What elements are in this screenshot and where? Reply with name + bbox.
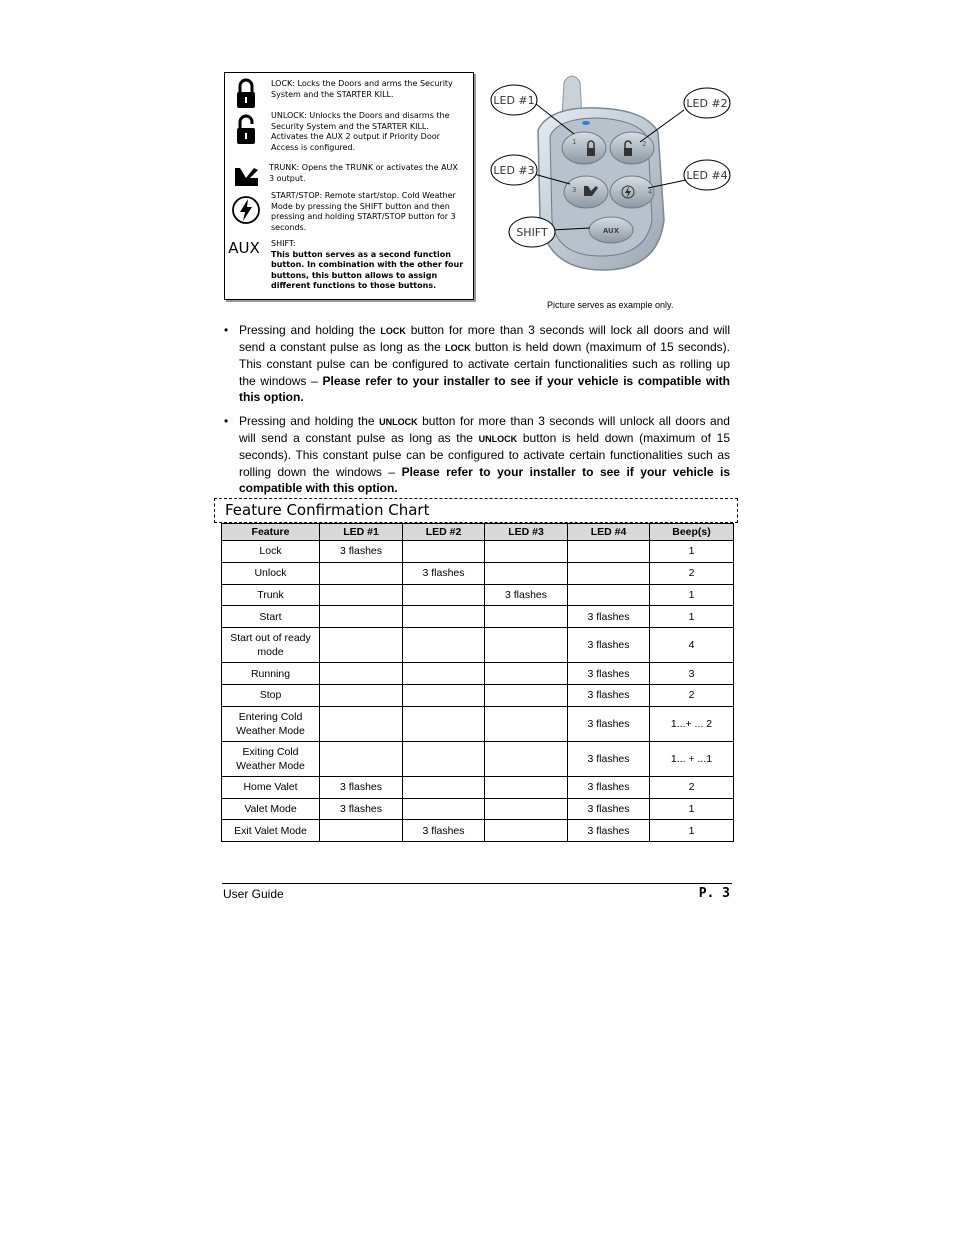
keyword-unlock: UNLOCK — [478, 434, 518, 445]
value-cell — [485, 820, 568, 842]
unlock-icon — [231, 113, 261, 147]
value-cell: 1 — [650, 541, 734, 563]
lightning-icon — [231, 193, 261, 227]
value-cell: 3 flashes — [568, 798, 650, 820]
value-cell: 1...+ ... 2 — [650, 706, 734, 741]
table-row — [222, 541, 734, 563]
feature-cell: Exit Valet Mode — [222, 820, 320, 842]
trunk-icon — [231, 161, 261, 195]
column-header: Feature — [222, 524, 320, 541]
table-row — [222, 684, 734, 706]
shift-label: SHIFT — [516, 226, 548, 239]
value-cell — [485, 798, 568, 820]
legend-text: This button serves as a second function button. In combination with the other four buttons, this button allows to assign different functions to those buttons. — [271, 249, 464, 290]
value-cell — [485, 562, 568, 584]
value-cell — [320, 562, 403, 584]
feature-cell: Start — [222, 606, 320, 628]
text-run: button is held down (maximum of 15 seconds). This constant pulse can be configured to activate certain functionalities such as rolling down the windows – — [239, 431, 730, 479]
lock-icon — [231, 77, 261, 111]
text-run: button for more than 3 seconds will unlock all doors and will send a constant pulse as long as the — [239, 414, 730, 446]
footer-title: User Guide — [223, 887, 284, 901]
bullet-unlock-pulse — [224, 413, 730, 496]
bullet-text — [239, 322, 730, 405]
value-cell — [485, 706, 568, 741]
value-cell: 3 flashes — [568, 776, 650, 798]
value-cell: 3 flashes — [320, 541, 403, 563]
value-cell: 2 — [650, 562, 734, 584]
feature-cell: Stop — [222, 684, 320, 706]
button-number: 1 — [572, 138, 577, 146]
value-cell — [485, 684, 568, 706]
value-cell: 1 — [650, 798, 734, 820]
remote-control-image — [488, 70, 733, 275]
table-row — [222, 584, 734, 606]
led3-label: LED #3 — [493, 164, 535, 177]
text-run: Pressing and holding the — [239, 414, 380, 428]
button-aux[interactable] — [589, 217, 633, 243]
value-cell — [403, 776, 485, 798]
value-cell — [320, 628, 403, 663]
button-number: 4 — [648, 188, 653, 196]
legend-label: TRUNK: — [269, 163, 300, 172]
value-cell: 3 flashes — [485, 584, 568, 606]
bullet-lock-pulse — [224, 322, 730, 405]
table-row — [222, 741, 734, 776]
feature-cell: Running — [222, 663, 320, 685]
feature-cell: Exiting Cold Weather Mode — [222, 741, 320, 776]
shift-callout — [509, 217, 555, 247]
led1-label: LED #1 — [493, 94, 535, 107]
led2-label: LED #2 — [686, 97, 728, 110]
value-cell — [485, 776, 568, 798]
table-row — [222, 820, 734, 842]
feature-cell: Unlock — [222, 562, 320, 584]
value-cell — [403, 541, 485, 563]
legend-text: Remote start/stop. Cold Weather Mode by pressing the SHIFT button and then pressing and holding START/STOP button for 3 seconds. — [271, 191, 456, 232]
value-cell — [320, 584, 403, 606]
button-legend-box — [224, 72, 474, 300]
text-run: Pressing and holding the — [239, 323, 381, 337]
feature-confirmation-table — [221, 523, 734, 842]
table-row — [222, 628, 734, 663]
led4-callout — [684, 160, 730, 190]
text-run: button for more than 3 seconds will lock all doors and will send a constant pulse as long as the — [239, 323, 730, 355]
value-cell — [320, 663, 403, 685]
value-cell — [403, 684, 485, 706]
bold-note: Please refer to your installer to see if your vehicle is compatible with this option. — [239, 373, 730, 404]
value-cell — [320, 741, 403, 776]
text-run: button is held down (maximum of 15 seconds). This constant pulse can be configured to activate certain functionalities such as rolling up the windows – — [239, 340, 730, 388]
column-header: LED #4 — [568, 524, 650, 541]
value-cell — [485, 663, 568, 685]
value-cell: 2 — [650, 776, 734, 798]
value-cell — [485, 628, 568, 663]
feature-cell: Home Valet — [222, 776, 320, 798]
table-row — [222, 663, 734, 685]
legend-text: Unlocks the Doors and disarms the Security System and the STARTER KILL. Activates the AUX 2 output if Priority Door Access is configured. — [271, 111, 450, 152]
table-header-row — [222, 524, 734, 541]
legend-text: Locks the Doors and arms the Security System and the STARTER KILL. — [271, 79, 453, 99]
value-cell — [320, 606, 403, 628]
value-cell: 3 flashes — [320, 798, 403, 820]
page-number: P. 3 — [698, 886, 730, 901]
bullet-dot: • — [224, 414, 229, 428]
table-body — [222, 541, 734, 842]
value-cell: 3 flashes — [568, 741, 650, 776]
button-lock[interactable] — [562, 132, 606, 164]
button-number: 3 — [572, 186, 577, 194]
bold-note: Please refer to your installer to see if your vehicle is compatible with this option. — [239, 464, 731, 495]
feature-cell: Trunk — [222, 584, 320, 606]
feature-cell: Lock — [222, 541, 320, 563]
led2-callout — [684, 88, 730, 118]
value-cell: 3 — [650, 663, 734, 685]
legend-label: LOCK: — [271, 79, 295, 88]
value-cell — [403, 584, 485, 606]
value-cell — [403, 741, 485, 776]
aux-icon — [229, 231, 259, 265]
value-cell: 3 flashes — [568, 606, 650, 628]
section-header — [214, 498, 738, 523]
legend-label: UNLOCK: — [271, 111, 307, 120]
value-cell: 1 — [650, 584, 734, 606]
value-cell — [485, 741, 568, 776]
value-cell — [403, 798, 485, 820]
feature-cell: Valet Mode — [222, 798, 320, 820]
image-caption: Picture serves as example only. — [547, 300, 674, 310]
value-cell — [320, 684, 403, 706]
value-cell — [568, 562, 650, 584]
bullet-dot: • — [224, 323, 229, 337]
button-trunk[interactable] — [564, 176, 608, 208]
value-cell: 3 flashes — [403, 820, 485, 842]
column-header: LED #1 — [320, 524, 403, 541]
button-start-stop[interactable] — [610, 176, 654, 208]
footer-divider — [222, 883, 732, 884]
value-cell: 1 — [650, 820, 734, 842]
value-cell — [403, 663, 485, 685]
value-cell: 3 flashes — [568, 663, 650, 685]
value-cell: 2 — [650, 684, 734, 706]
table-row — [222, 706, 734, 741]
led1-callout — [491, 85, 537, 115]
value-cell — [320, 820, 403, 842]
aux-button-text: AUX — [602, 227, 620, 235]
led3-callout — [491, 155, 537, 185]
column-header: LED #3 — [485, 524, 568, 541]
value-cell: 3 flashes — [568, 684, 650, 706]
value-cell — [403, 606, 485, 628]
feature-cell: Entering Cold Weather Mode — [222, 706, 320, 741]
table-row — [222, 776, 734, 798]
feature-cell: Start out of ready mode — [222, 628, 320, 663]
value-cell: 1... + ...1 — [650, 741, 734, 776]
value-cell — [485, 606, 568, 628]
column-header: LED #2 — [403, 524, 485, 541]
section-title: Feature Confirmation Chart — [225, 501, 430, 519]
legend-label: START/STOP: — [271, 191, 323, 200]
led4-label: LED #4 — [686, 169, 728, 182]
column-header: Beep(s) — [650, 524, 734, 541]
legend-text: Opens the TRUNK or activates the AUX 3 output. — [269, 163, 458, 183]
status-led — [582, 121, 590, 125]
value-cell — [568, 584, 650, 606]
value-cell — [568, 541, 650, 563]
value-cell: 3 flashes — [320, 776, 403, 798]
value-cell: 4 — [650, 628, 734, 663]
table-row — [222, 798, 734, 820]
keyword-lock: LOCK — [445, 343, 471, 354]
keyword-unlock: UNLOCK — [379, 417, 418, 427]
value-cell: 3 flashes — [568, 820, 650, 842]
value-cell: 3 flashes — [568, 628, 650, 663]
value-cell — [320, 706, 403, 741]
value-cell: 3 flashes — [568, 706, 650, 741]
value-cell: 3 flashes — [403, 562, 485, 584]
table-row — [222, 562, 734, 584]
keyword-lock: LOCK — [380, 326, 406, 336]
value-cell — [403, 628, 485, 663]
value-cell — [485, 541, 568, 563]
bullet-text — [239, 413, 730, 496]
table-row — [222, 606, 734, 628]
button-number: 2 — [642, 140, 647, 148]
value-cell: 1 — [650, 606, 734, 628]
aux-icon-text: AUX — [228, 239, 260, 257]
legend-label: SHIFT: — [271, 239, 296, 248]
value-cell — [403, 706, 485, 741]
